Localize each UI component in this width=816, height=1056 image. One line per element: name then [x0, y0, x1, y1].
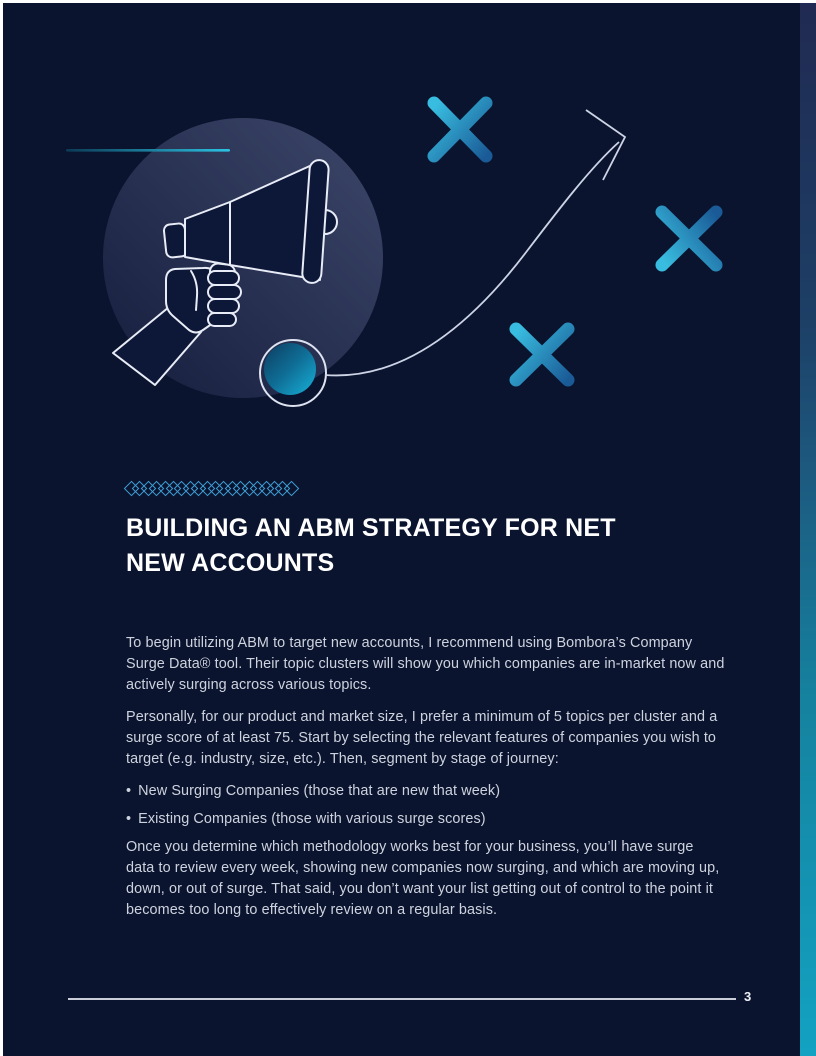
heading-line-2: NEW ACCOUNTS: [126, 549, 335, 577]
bullet-list: [126, 781, 726, 830]
bullet-marker: •: [126, 811, 132, 827]
paragraph-2: Personally, for our product and market size, I prefer a minimum of 5 topics per cluster and a surge score of at least 75. Start by selecting the relevant features of companies you wish to target (e.g. industry, size, etc.). Then, segment by stage of journey:: [126, 709, 718, 767]
body-copy: [126, 633, 726, 921]
list-item: [126, 809, 726, 830]
bullet-text: Existing Companies (those with various surge scores): [138, 811, 486, 827]
section-heading: [126, 511, 746, 581]
bullet-text: New Surging Companies (those that are new that week): [138, 783, 501, 799]
finger: [208, 285, 241, 299]
megaphone-hero-illustration: [3, 3, 816, 453]
knob-gradient-circle: [264, 343, 316, 395]
x-marks: [434, 103, 716, 380]
bullet-marker: •: [126, 783, 132, 799]
finger: [208, 313, 236, 326]
x-icon: [434, 103, 486, 156]
x-icon: [662, 212, 716, 265]
footer-rule: [68, 998, 736, 1000]
list-item: [126, 781, 726, 802]
finger: [208, 271, 239, 285]
finger: [208, 299, 239, 313]
diamond-divider: [126, 480, 294, 496]
x-icon: [516, 329, 568, 380]
heading-line-1: BUILDING AN ABM STRATEGY FOR NET: [126, 514, 616, 542]
teal-accent-line: [66, 149, 230, 152]
document-page: [3, 3, 816, 1056]
paragraph-1: To begin utilizing ABM to target new accounts, I recommend using Bombora’s Company Surge Data® tool. Their topic clusters will show you which companies are in-market now and actively surging across various topics.: [126, 635, 725, 693]
page-number: 3: [744, 989, 752, 1004]
paragraph-3: Once you determine which methodology works best for your business, you’ll have surge data to review every week, showing new companies now surging, and which are moving up, down, or out of surge. That said, you don’t want your list getting out of control to the point it becomes too long to effectively review on a regular basis.: [126, 839, 720, 918]
